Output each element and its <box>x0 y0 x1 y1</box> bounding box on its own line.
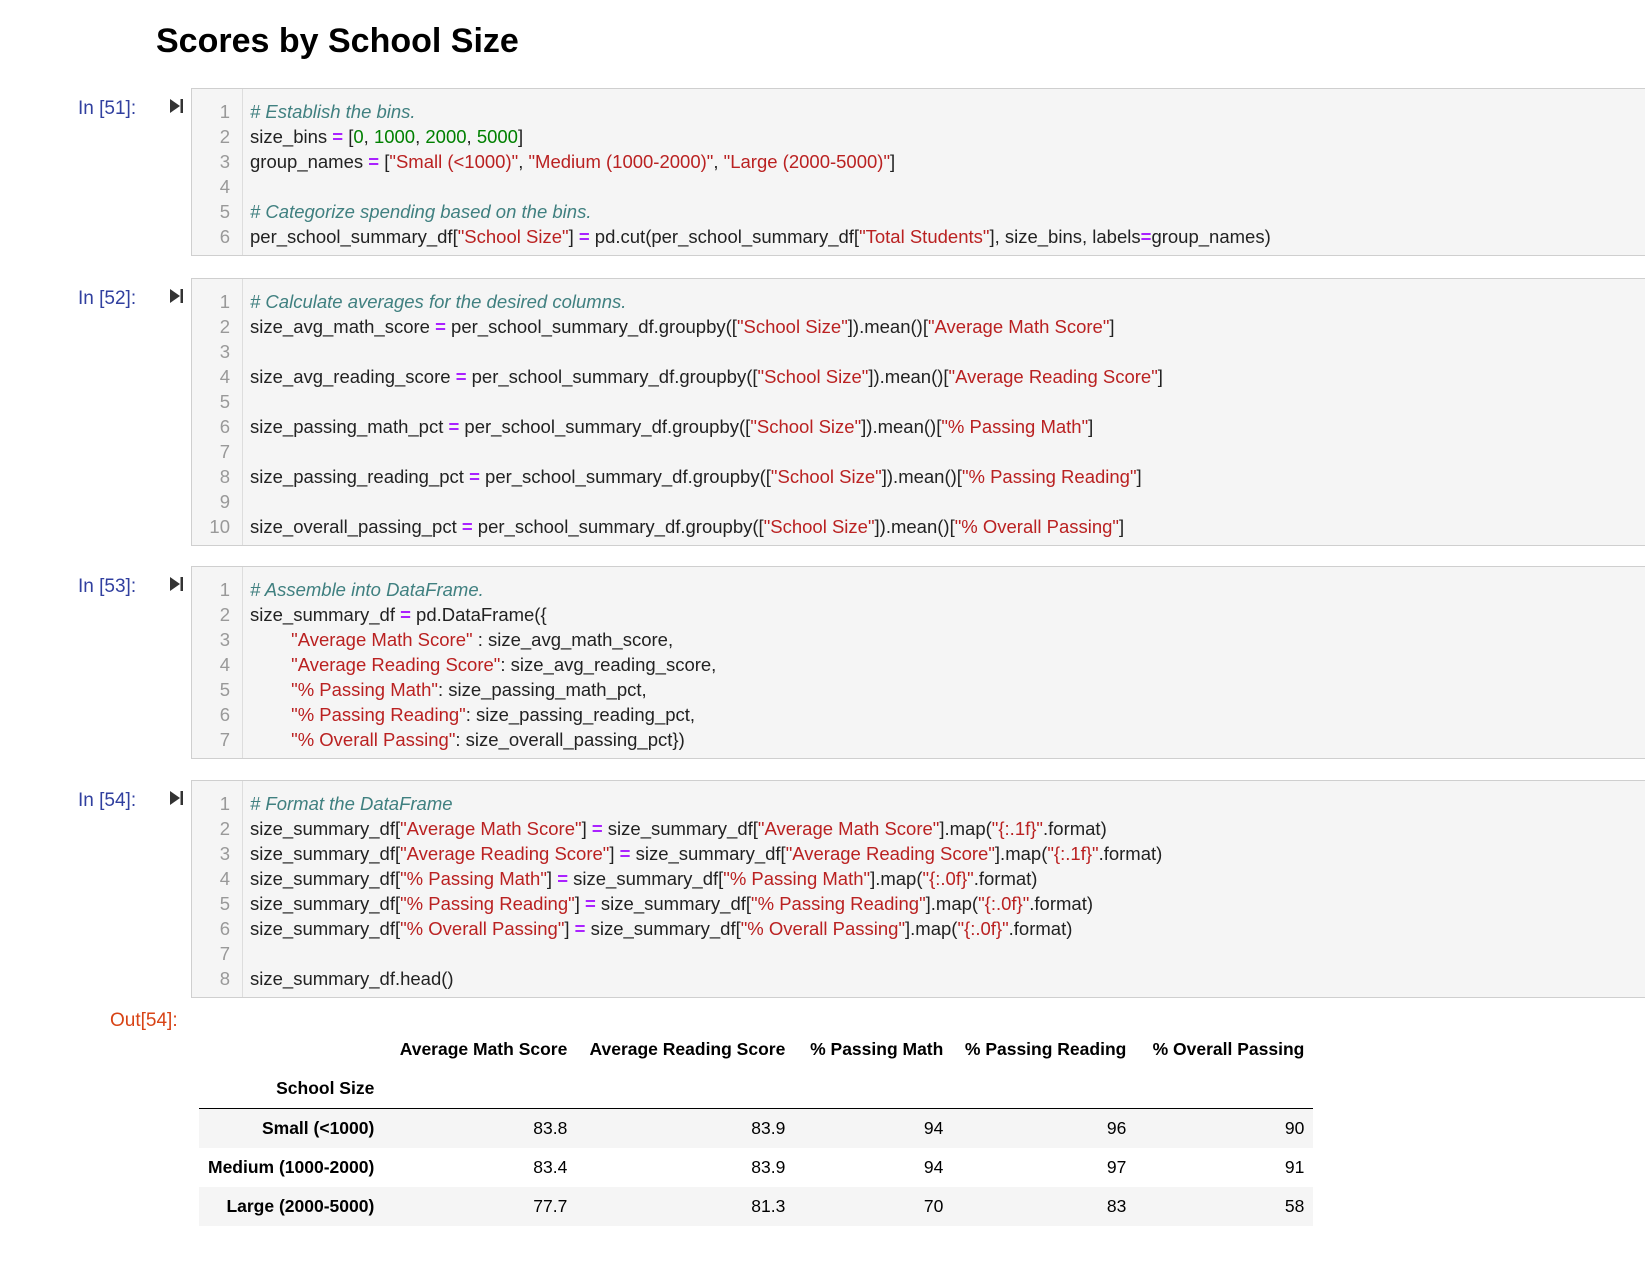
blank-header <box>576 1069 794 1109</box>
code-text: size_overall_passing_pct = per_school_summary_df.groupby(["School Size"]).mean()["% Overall Passing"] <box>250 516 1125 537</box>
column-header: % Overall Passing <box>1152 1039 1305 1059</box>
code-text: "% Passing Reading": size_passing_reading_pct, <box>291 704 696 725</box>
code-editor[interactable] <box>191 278 1645 546</box>
line-number: 5 <box>219 893 230 914</box>
line-number: 3 <box>219 629 230 650</box>
table-cell: 70 <box>923 1196 944 1216</box>
line-number: 3 <box>219 843 230 864</box>
row-index: Large (2000-5000) <box>226 1196 375 1216</box>
input-prompt: In [51]: <box>78 98 137 119</box>
line-number: 4 <box>219 868 230 889</box>
blank-header <box>794 1069 952 1109</box>
table-cell: 83.9 <box>751 1157 786 1177</box>
line-number: 5 <box>219 391 230 412</box>
code-text: size_bins = [0, 1000, 2000, 5000] <box>250 126 524 147</box>
code-text: "Average Reading Score": size_avg_reading_score, <box>291 654 717 675</box>
column-header: Average Math Score <box>399 1039 568 1059</box>
line-number: 7 <box>219 441 230 462</box>
line-number: 10 <box>209 516 230 537</box>
line-number: 2 <box>219 818 230 839</box>
column-header: Average Reading Score <box>589 1039 786 1059</box>
table-cell: 58 <box>1284 1196 1305 1216</box>
run-cell-icon[interactable] <box>167 575 185 593</box>
code-text: "% Passing Math": size_passing_math_pct, <box>291 679 647 700</box>
line-number: 6 <box>219 704 230 725</box>
line-number: 3 <box>219 151 230 172</box>
line-number: 1 <box>219 101 230 122</box>
table-cell: 91 <box>1284 1157 1305 1177</box>
output-prompt: Out[54]: <box>110 1010 178 1031</box>
table-cell: 83.4 <box>533 1157 568 1177</box>
blank-header <box>952 1069 1135 1109</box>
column-header-row <box>199 1030 1313 1069</box>
table-row <box>199 1148 1313 1187</box>
input-prompt: In [54]: <box>78 790 137 811</box>
code-editor[interactable] <box>191 88 1645 256</box>
code-editor[interactable] <box>191 566 1645 759</box>
dataframe-table <box>199 1030 1313 1226</box>
code-text: # Establish the bins. <box>250 101 416 122</box>
row-index: Small (<1000) <box>261 1118 375 1138</box>
table-cell: 94 <box>923 1157 944 1177</box>
code-text: size_summary_df.head() <box>250 968 454 989</box>
code-text: per_school_summary_df["School Size"] = pd.cut(per_school_summary_df["Total Students"], size_bins, labels=group_names) <box>250 226 1271 247</box>
code-text: size_passing_math_pct = per_school_summary_df.groupby(["School Size"]).mean()["% Passing Math"] <box>250 416 1094 437</box>
line-number: 6 <box>219 918 230 939</box>
code-text: size_passing_reading_pct = per_school_summary_df.groupby(["School Size"]).mean()["% Passing Reading"] <box>250 466 1142 487</box>
code-text: size_summary_df["Average Math Score"] = size_summary_df["Average Math Score"].map("{:.1f}".format) <box>250 818 1107 839</box>
line-number: 4 <box>219 366 230 387</box>
line-number: 5 <box>219 679 230 700</box>
line-number: 6 <box>219 416 230 437</box>
code-text: # Assemble into DataFrame. <box>250 579 484 600</box>
table-cell: 90 <box>1284 1118 1305 1138</box>
line-number: 2 <box>219 316 230 337</box>
blank-header <box>383 1069 576 1109</box>
row-index: Medium (1000-2000) <box>208 1157 375 1177</box>
run-cell-icon[interactable] <box>167 97 185 115</box>
code-text: group_names = ["Small (<1000)", "Medium (1000-2000)", "Large (2000-5000)"] <box>250 151 896 172</box>
code-text: # Categorize spending based on the bins. <box>250 201 592 222</box>
code-editor[interactable] <box>191 780 1645 998</box>
table-cell: 81.3 <box>751 1196 786 1216</box>
line-number: 2 <box>219 126 230 147</box>
code-text: size_summary_df["% Passing Math"] = size_summary_df["% Passing Math"].map("{:.0f}".format) <box>250 868 1038 889</box>
code-text: "% Overall Passing": size_overall_passing_pct}) <box>291 729 685 750</box>
line-number: 7 <box>219 943 230 964</box>
code-text: # Calculate averages for the desired columns. <box>250 291 627 312</box>
blank-header <box>199 1030 383 1069</box>
table-row <box>199 1187 1313 1226</box>
line-number: 1 <box>219 579 230 600</box>
index-name-row <box>199 1069 1313 1109</box>
code-text: size_avg_reading_score = per_school_summary_df.groupby(["School Size"]).mean()["Average Reading Score"] <box>250 366 1163 387</box>
line-number: 6 <box>219 226 230 247</box>
input-prompt: In [52]: <box>78 288 137 309</box>
table-cell: 83.9 <box>751 1118 786 1138</box>
input-prompt: In [53]: <box>78 576 137 597</box>
code-text: size_avg_math_score = per_school_summary_df.groupby(["School Size"]).mean()["Average Math Score"] <box>250 316 1115 337</box>
code-text: size_summary_df["% Overall Passing"] = size_summary_df["% Overall Passing"].map("{:.0f}".format) <box>250 918 1073 939</box>
index-name: School Size <box>199 1069 383 1109</box>
line-number: 2 <box>219 604 230 625</box>
code-text: # Format the DataFrame <box>250 793 453 814</box>
line-number: 4 <box>219 176 230 197</box>
table-cell: 96 <box>1106 1118 1127 1138</box>
line-number: 8 <box>219 466 230 487</box>
line-number: 3 <box>219 341 230 362</box>
code-text: size_summary_df["Average Reading Score"] = size_summary_df["Average Reading Score"].map("{:.1f}".format) <box>250 843 1163 864</box>
table-row <box>199 1109 1313 1149</box>
column-header: % Passing Math <box>810 1039 944 1059</box>
line-number: 4 <box>219 654 230 675</box>
line-number: 1 <box>219 793 230 814</box>
code-text: size_summary_df["% Passing Reading"] = size_summary_df["% Passing Reading"].map("{:.0f}".format) <box>250 893 1094 914</box>
column-header: % Passing Reading <box>964 1039 1127 1059</box>
table-cell: 83 <box>1106 1196 1127 1216</box>
code-text: "Average Math Score" : size_avg_math_score, <box>291 629 674 650</box>
line-number: 1 <box>219 291 230 312</box>
line-number: 8 <box>219 968 230 989</box>
table-cell: 77.7 <box>533 1196 568 1216</box>
line-number: 9 <box>219 491 230 512</box>
run-cell-icon[interactable] <box>167 287 185 305</box>
code-text: size_summary_df = pd.DataFrame({ <box>250 604 547 625</box>
table-cell: 83.8 <box>533 1118 568 1138</box>
section-heading: Scores by School Size <box>156 22 519 60</box>
line-number: 5 <box>219 201 230 222</box>
table-cell: 97 <box>1106 1157 1127 1177</box>
table-cell: 94 <box>923 1118 944 1138</box>
blank-header <box>1135 1069 1313 1109</box>
line-number: 7 <box>219 729 230 750</box>
run-cell-icon[interactable] <box>167 789 185 807</box>
